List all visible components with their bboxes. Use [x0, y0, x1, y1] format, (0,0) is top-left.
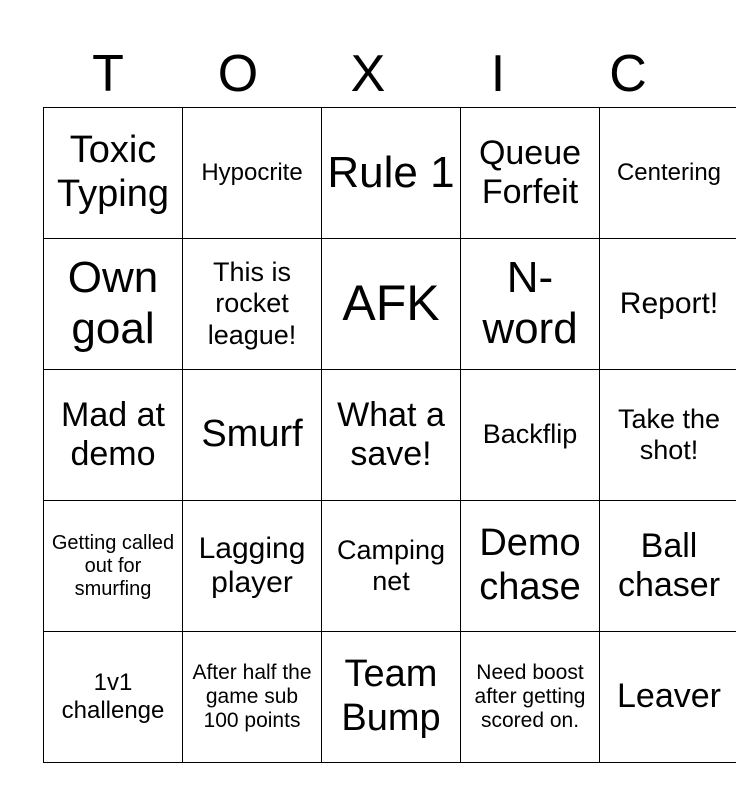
bingo-cell[interactable]: Backflip — [461, 370, 600, 501]
bingo-cell[interactable]: Hypocrite — [183, 108, 322, 239]
bingo-cell[interactable]: Take the shot! — [600, 370, 736, 501]
bingo-cell[interactable]: Own goal — [44, 239, 183, 370]
board-row — [44, 239, 736, 370]
bingo-cell[interactable]: 1v1 challenge — [44, 632, 183, 763]
header-letter-c: C — [609, 45, 647, 103]
header-letter-i: I — [490, 45, 506, 103]
bingo-board — [43, 107, 736, 763]
bingo-cell[interactable]: What a save! — [322, 370, 461, 501]
board-row — [44, 501, 736, 632]
bingo-cell[interactable]: Leaver — [600, 632, 736, 763]
header-letter-t: T — [92, 45, 124, 103]
bingo-cell[interactable]: Report! — [600, 239, 736, 370]
header-letter-o: O — [217, 45, 259, 103]
board-row — [44, 370, 736, 501]
bingo-cell[interactable]: Toxic Typing — [44, 108, 183, 239]
header-letter-x: X — [350, 45, 386, 103]
board-row — [44, 108, 736, 239]
bingo-cell[interactable]: Centering — [600, 108, 736, 239]
bingo-cell[interactable]: Queue Forfeit — [461, 108, 600, 239]
bingo-cell[interactable]: Demo chase — [461, 501, 600, 632]
bingo-cell[interactable]: After half the game sub 100 points — [183, 632, 322, 763]
bingo-cell[interactable]: Need boost after getting scored on. — [461, 632, 600, 763]
bingo-cell[interactable]: Rule 1 — [322, 108, 461, 239]
bingo-cell[interactable]: Getting called out for smurfing — [44, 501, 183, 632]
bingo-cell[interactable]: Camping net — [322, 501, 461, 632]
bingo-cell[interactable]: Smurf — [183, 370, 322, 501]
bingo-cell[interactable]: Team Bump — [322, 632, 461, 763]
bingo-cell[interactable]: Mad at demo — [44, 370, 183, 501]
bingo-cell[interactable]: N-word — [461, 239, 600, 370]
bingo-cell[interactable]: Ball chaser — [600, 501, 736, 632]
bingo-cell[interactable]: Lagging player — [183, 501, 322, 632]
bingo-cell[interactable]: This is rocket league! — [183, 239, 322, 370]
bingo-cell[interactable]: AFK — [322, 239, 461, 370]
bingo-header — [43, 44, 693, 104]
board-row — [44, 632, 736, 763]
